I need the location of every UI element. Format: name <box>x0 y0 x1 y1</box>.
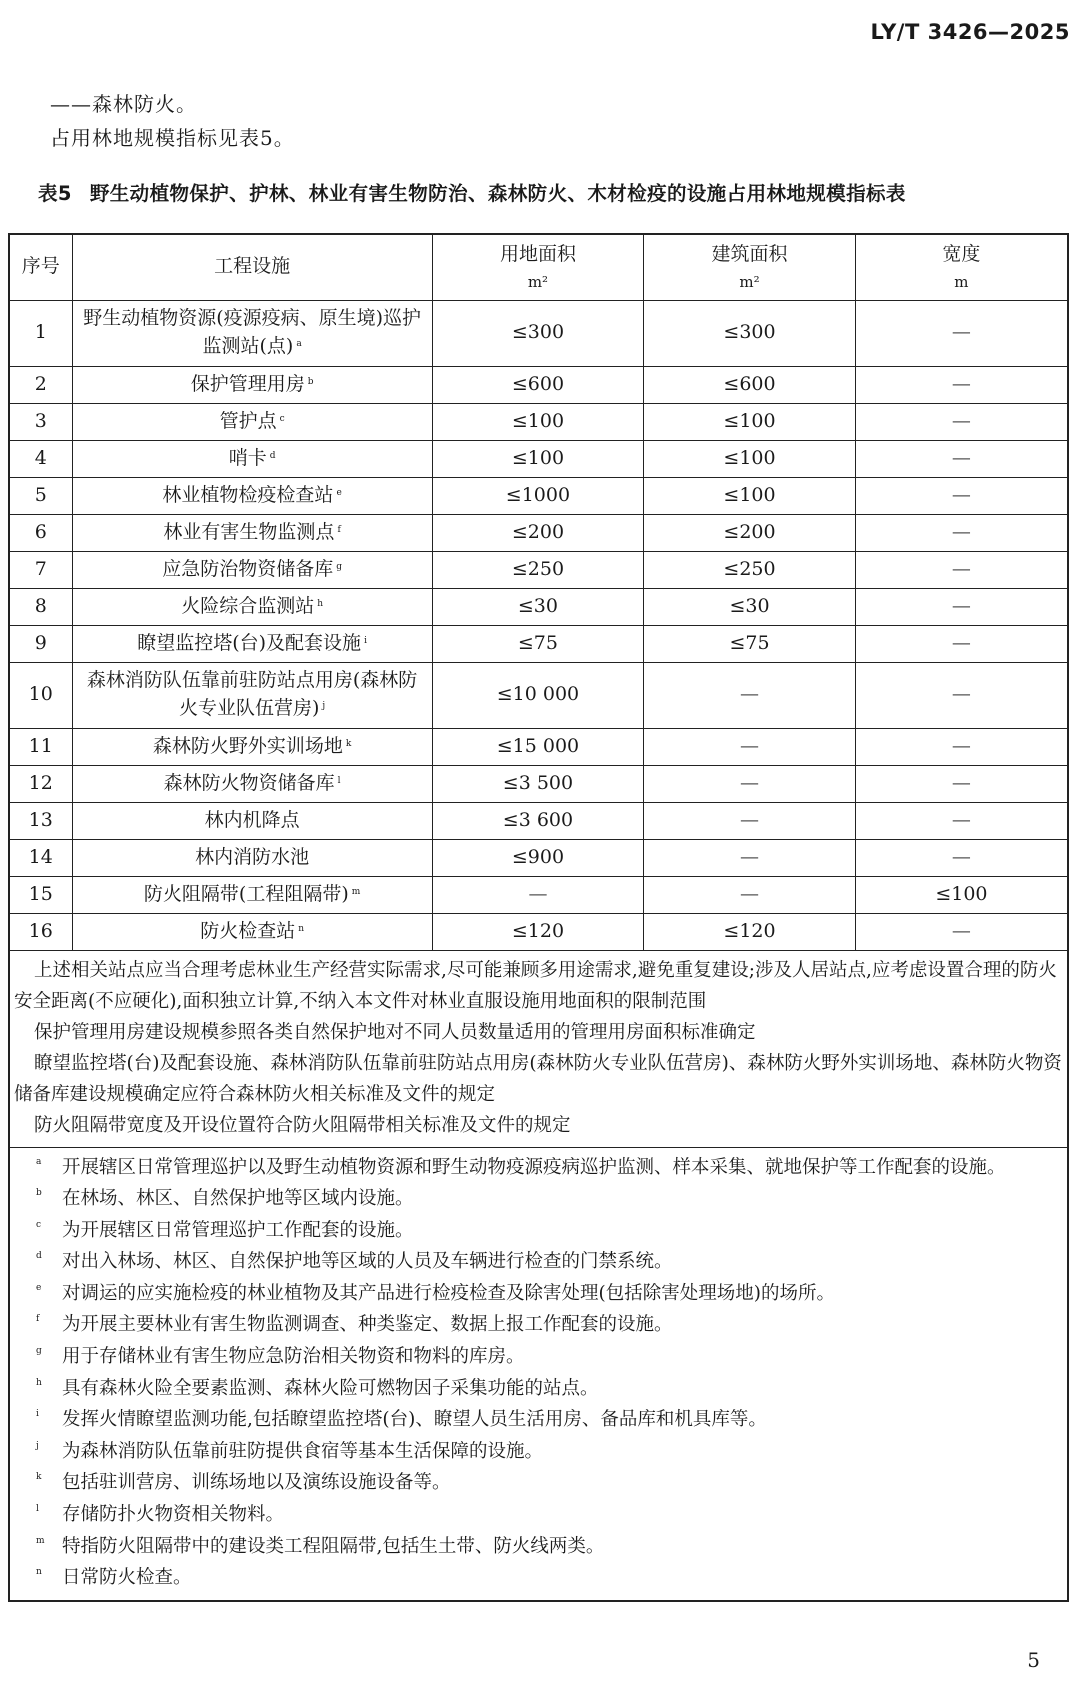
footnote-ref: k <box>345 738 352 749</box>
cell-building: ≤120 <box>644 913 856 950</box>
footnote <box>36 1436 1063 1468</box>
cell-land: ≤75 <box>432 625 644 662</box>
footnote <box>36 1404 1063 1436</box>
notes-cell <box>9 950 1068 1147</box>
cell-no: 4 <box>9 440 72 477</box>
footnote <box>36 1278 1063 1310</box>
footnote-text: 存储防扑火物资相关物料。 <box>62 1504 285 1526</box>
cell-facility <box>72 300 432 366</box>
header-building-unit: m² <box>739 273 760 292</box>
cell-facility <box>72 728 432 765</box>
page-number: 5 <box>1027 1648 1040 1672</box>
intro-line-2: 占用林地规模指标见表5。 <box>50 126 295 150</box>
cell-no: 3 <box>9 403 72 440</box>
facility-name: 哨卡 <box>228 446 267 469</box>
table-row <box>9 876 1068 913</box>
cell-building: ≤600 <box>644 366 856 403</box>
facility-name: 火险综合监测站 <box>181 594 315 617</box>
notes-row <box>9 950 1068 1147</box>
facility-name: 防火检查站 <box>200 919 296 942</box>
footnote-text: 用于存储林业有害生物应急防治相关物资和物料的库房。 <box>62 1346 525 1368</box>
table-row <box>9 514 1068 551</box>
table-row <box>9 662 1068 728</box>
table-row <box>9 551 1068 588</box>
footnote-ref: c <box>279 413 285 424</box>
cell-facility <box>72 366 432 403</box>
footnote-ref: m <box>351 886 361 897</box>
cell-no: 1 <box>9 300 72 366</box>
footnote <box>36 1215 1063 1247</box>
cell-facility <box>72 440 432 477</box>
cell-no: 15 <box>9 876 72 913</box>
facility-name: 管护点 <box>219 409 277 432</box>
cell-no: 2 <box>9 366 72 403</box>
cell-building: ≤250 <box>644 551 856 588</box>
footnote-ref: f <box>337 524 341 535</box>
footnote <box>36 1373 1063 1405</box>
cell-building: ≤200 <box>644 514 856 551</box>
cell-facility <box>72 662 432 728</box>
table-number: 表5 <box>38 182 72 205</box>
cell-facility <box>72 839 432 876</box>
footnote <box>36 1309 1063 1341</box>
footnote-ref: g <box>336 561 342 572</box>
footnote-ref: e <box>336 487 342 498</box>
facility-name: 森林防火野外实训场地 <box>152 734 343 757</box>
cell-land: ≤3 500 <box>432 765 644 802</box>
cell-land: ≤200 <box>432 514 644 551</box>
cell-no: 7 <box>9 551 72 588</box>
header-seq: 序号 <box>9 234 72 300</box>
cell-building: — <box>644 876 856 913</box>
cell-no: 6 <box>9 514 72 551</box>
intro-line-1: ——森林防火。 <box>50 92 197 116</box>
table-row <box>9 403 1068 440</box>
cell-width: — <box>855 440 1068 477</box>
footnote-text: 对出入林场、林区、自然保护地等区域的人员及车辆进行检查的门禁系统。 <box>62 1251 673 1273</box>
cell-land: ≤1000 <box>432 477 644 514</box>
footnote-mark: m <box>36 1535 45 1546</box>
cell-width: — <box>855 913 1068 950</box>
footnote <box>36 1531 1063 1563</box>
footnote-mark: l <box>36 1504 39 1515</box>
cell-width: ≤100 <box>855 876 1068 913</box>
footnote-mark: e <box>36 1282 42 1293</box>
cell-width: — <box>855 551 1068 588</box>
cell-land: ≤100 <box>432 403 644 440</box>
footnote-text: 特指防火阻隔带中的建设类工程阻隔带,包括生土带、防火线两类。 <box>62 1535 605 1557</box>
table-row <box>9 477 1068 514</box>
cell-width: — <box>855 728 1068 765</box>
cell-building: — <box>644 839 856 876</box>
footnote-text: 开展辖区日常管理巡护以及野生动植物资源和野生动物疫源疫病巡护监测、样本采集、就地保护等工作配套的设施。 <box>62 1156 1006 1178</box>
standard-code: LY/T 3426—2025 <box>870 20 1070 44</box>
cell-facility <box>72 551 432 588</box>
footnote-text: 包括驻训营房、训练场地以及演练设施设备等。 <box>62 1472 451 1494</box>
cell-facility <box>72 765 432 802</box>
footnote-text: 日常防火检查。 <box>62 1567 192 1589</box>
facility-name: 林内机降点 <box>204 808 300 831</box>
footnote <box>36 1499 1063 1531</box>
cell-building: — <box>644 728 856 765</box>
cell-no: 10 <box>9 662 72 728</box>
footnote <box>36 1467 1063 1499</box>
cell-facility <box>72 588 432 625</box>
footnote-ref: a <box>296 339 302 349</box>
header-land <box>432 234 644 300</box>
facility-name: 保护管理用房 <box>190 372 305 395</box>
footnote-ref: b <box>307 376 314 387</box>
footnote-mark: n <box>36 1567 42 1578</box>
footnote-text: 为森林消防队伍靠前驻防提供食宿等基本生活保障的设施。 <box>62 1440 544 1462</box>
footnote-text: 发挥火情瞭望监测功能,包括瞭望监控塔(台)、瞭望人员生活用房、备品库和机具库等。 <box>62 1409 767 1431</box>
table-row <box>9 588 1068 625</box>
cell-building: — <box>644 662 856 728</box>
cell-land: ≤15 000 <box>432 728 644 765</box>
cell-facility <box>72 403 432 440</box>
footnote-ref: j <box>322 701 326 711</box>
cell-no: 12 <box>9 765 72 802</box>
cell-land: ≤900 <box>432 839 644 876</box>
cell-land: ≤10 000 <box>432 662 644 728</box>
facility-name: 瞭望监控塔(台)及配套设施 <box>137 631 362 654</box>
cell-building: — <box>644 765 856 802</box>
note-paragraph: 瞭望监控塔(台)及配套设施、森林消防队伍靠前驻防站点用房(森林防火专业队伍营房)、森林防火野外实训场地、森林防火物资储备库建设规模确定应符合森林防火相关标准及文件的规定 <box>14 1052 1062 1105</box>
cell-no: 14 <box>9 839 72 876</box>
footnote <box>36 1246 1063 1278</box>
footnote-mark: c <box>36 1219 42 1230</box>
footnote-text: 具有森林火险全要素监测、森林火险可燃物因子采集功能的站点。 <box>62 1377 599 1399</box>
header-land-unit: m² <box>527 273 549 292</box>
cell-width: — <box>855 300 1068 366</box>
header-width <box>855 234 1068 300</box>
cell-land: ≤250 <box>432 551 644 588</box>
table-row <box>9 300 1068 366</box>
footnote-text: 在林场、林区、自然保护地等区域内设施。 <box>62 1188 414 1210</box>
footnote-ref: d <box>269 450 276 461</box>
facility-name: 防火阻隔带(工程阻隔带) <box>143 882 349 905</box>
cell-facility <box>72 802 432 839</box>
cell-width: — <box>855 366 1068 403</box>
cell-facility <box>72 477 432 514</box>
cell-facility <box>72 625 432 662</box>
indicator-table <box>8 233 1069 1602</box>
footnote-text: 对调运的应实施检疫的林业植物及其产品进行检疫检查及除害处理(包括除害处理场地)的场所。 <box>62 1282 835 1304</box>
table-row <box>9 440 1068 477</box>
cell-width: — <box>855 588 1068 625</box>
cell-land: ≤30 <box>432 588 644 625</box>
cell-width: — <box>855 802 1068 839</box>
facility-name: 林业有害生物监测点 <box>163 520 335 543</box>
footnote-text: 为开展辖区日常管理巡护工作配套的设施。 <box>62 1219 414 1241</box>
table-row <box>9 913 1068 950</box>
cell-building: ≤75 <box>644 625 856 662</box>
cell-land: ≤600 <box>432 366 644 403</box>
cell-width: — <box>855 839 1068 876</box>
facility-name: 林业植物检疫检查站 <box>162 483 334 506</box>
cell-width: — <box>855 477 1068 514</box>
footnote <box>36 1341 1063 1373</box>
table-row <box>9 728 1068 765</box>
cell-building: ≤100 <box>644 403 856 440</box>
cell-facility <box>72 913 432 950</box>
footnote-mark: i <box>36 1409 39 1420</box>
table-header-row <box>9 234 1068 300</box>
facility-name: 野生动植物资源(疫源疫病、原生境)巡护监测站(点) <box>83 307 422 357</box>
facility-name: 应急防治物资储备库 <box>162 557 334 580</box>
table-row <box>9 765 1068 802</box>
footnote <box>36 1562 1063 1594</box>
cell-no: 5 <box>9 477 72 514</box>
footnote-text: 为开展主要林业有害生物监测调查、种类鉴定、数据上报工作配套的设施。 <box>62 1314 673 1336</box>
cell-width: — <box>855 662 1068 728</box>
cell-width: — <box>855 625 1068 662</box>
footnote-mark: j <box>36 1440 39 1451</box>
footnote-mark: a <box>36 1156 42 1167</box>
note-paragraph: 保护管理用房建设规模参照各类自然保护地对不同人员数量适用的管理用房面积标准确定 <box>34 1021 756 1043</box>
cell-no: 11 <box>9 728 72 765</box>
cell-building: ≤100 <box>644 440 856 477</box>
cell-facility <box>72 876 432 913</box>
header-land-label: 用地面积 <box>499 242 576 265</box>
header-facility: 工程设施 <box>72 234 432 300</box>
cell-no: 16 <box>9 913 72 950</box>
footnote-ref: h <box>317 598 323 609</box>
cell-land: — <box>432 876 644 913</box>
cell-land: ≤120 <box>432 913 644 950</box>
note-paragraph: 上述相关站点应当合理考虑林业生产经营实际需求,尽可能兼顾多用途需求,避免重复建设;涉及人居站点,应考虑设置合理的防火安全距离(不应硬化),面积独立计算,不纳入本文件对林业直服设施用地面积的限制范围 <box>14 959 1057 1012</box>
footnotes-row <box>9 1147 1068 1601</box>
cell-land: ≤300 <box>432 300 644 366</box>
footnote-mark: g <box>36 1346 42 1357</box>
facility-name: 森林消防队伍靠前驻防站点用房(森林防火专业队伍营房) <box>86 669 418 719</box>
cell-width: — <box>855 403 1068 440</box>
table-row <box>9 625 1068 662</box>
header-width-label: 宽度 <box>942 242 981 265</box>
cell-no: 9 <box>9 625 72 662</box>
cell-width: — <box>855 514 1068 551</box>
footnote <box>36 1183 1063 1215</box>
header-width-unit: m <box>954 273 969 292</box>
facility-name: 森林防火物资储备库 <box>163 771 335 794</box>
table-row <box>9 802 1068 839</box>
footnote-ref: l <box>337 775 341 786</box>
cell-width: — <box>855 765 1068 802</box>
table-title: 野生动植物保护、护林、林业有害生物防治、森林防火、木材检疫的设施占用林地规模指标表 <box>89 182 906 205</box>
footnotes-cell <box>9 1147 1068 1601</box>
table-row <box>9 366 1068 403</box>
cell-no: 13 <box>9 802 72 839</box>
header-building <box>644 234 856 300</box>
table-caption <box>38 178 906 206</box>
table-row <box>9 839 1068 876</box>
cell-building: ≤30 <box>644 588 856 625</box>
footnote-mark: k <box>36 1472 42 1483</box>
footnote-mark: b <box>36 1188 42 1199</box>
footnote-mark: h <box>36 1377 42 1388</box>
footnote-mark: d <box>36 1251 42 1262</box>
facility-name: 林内消防水池 <box>195 845 310 868</box>
cell-building: — <box>644 802 856 839</box>
cell-building: ≤100 <box>644 477 856 514</box>
cell-building: ≤300 <box>644 300 856 366</box>
cell-land: ≤3 600 <box>432 802 644 839</box>
header-building-label: 建筑面积 <box>711 242 788 265</box>
cell-land: ≤100 <box>432 440 644 477</box>
note-paragraph: 防火阻隔带宽度及开设位置符合防火阻隔带相关标准及文件的规定 <box>34 1114 571 1136</box>
footnote-ref: i <box>364 635 367 646</box>
footnote-ref: n <box>298 923 304 934</box>
cell-facility <box>72 514 432 551</box>
cell-no: 8 <box>9 588 72 625</box>
footnote-mark: f <box>36 1314 40 1325</box>
footnote <box>36 1152 1063 1184</box>
